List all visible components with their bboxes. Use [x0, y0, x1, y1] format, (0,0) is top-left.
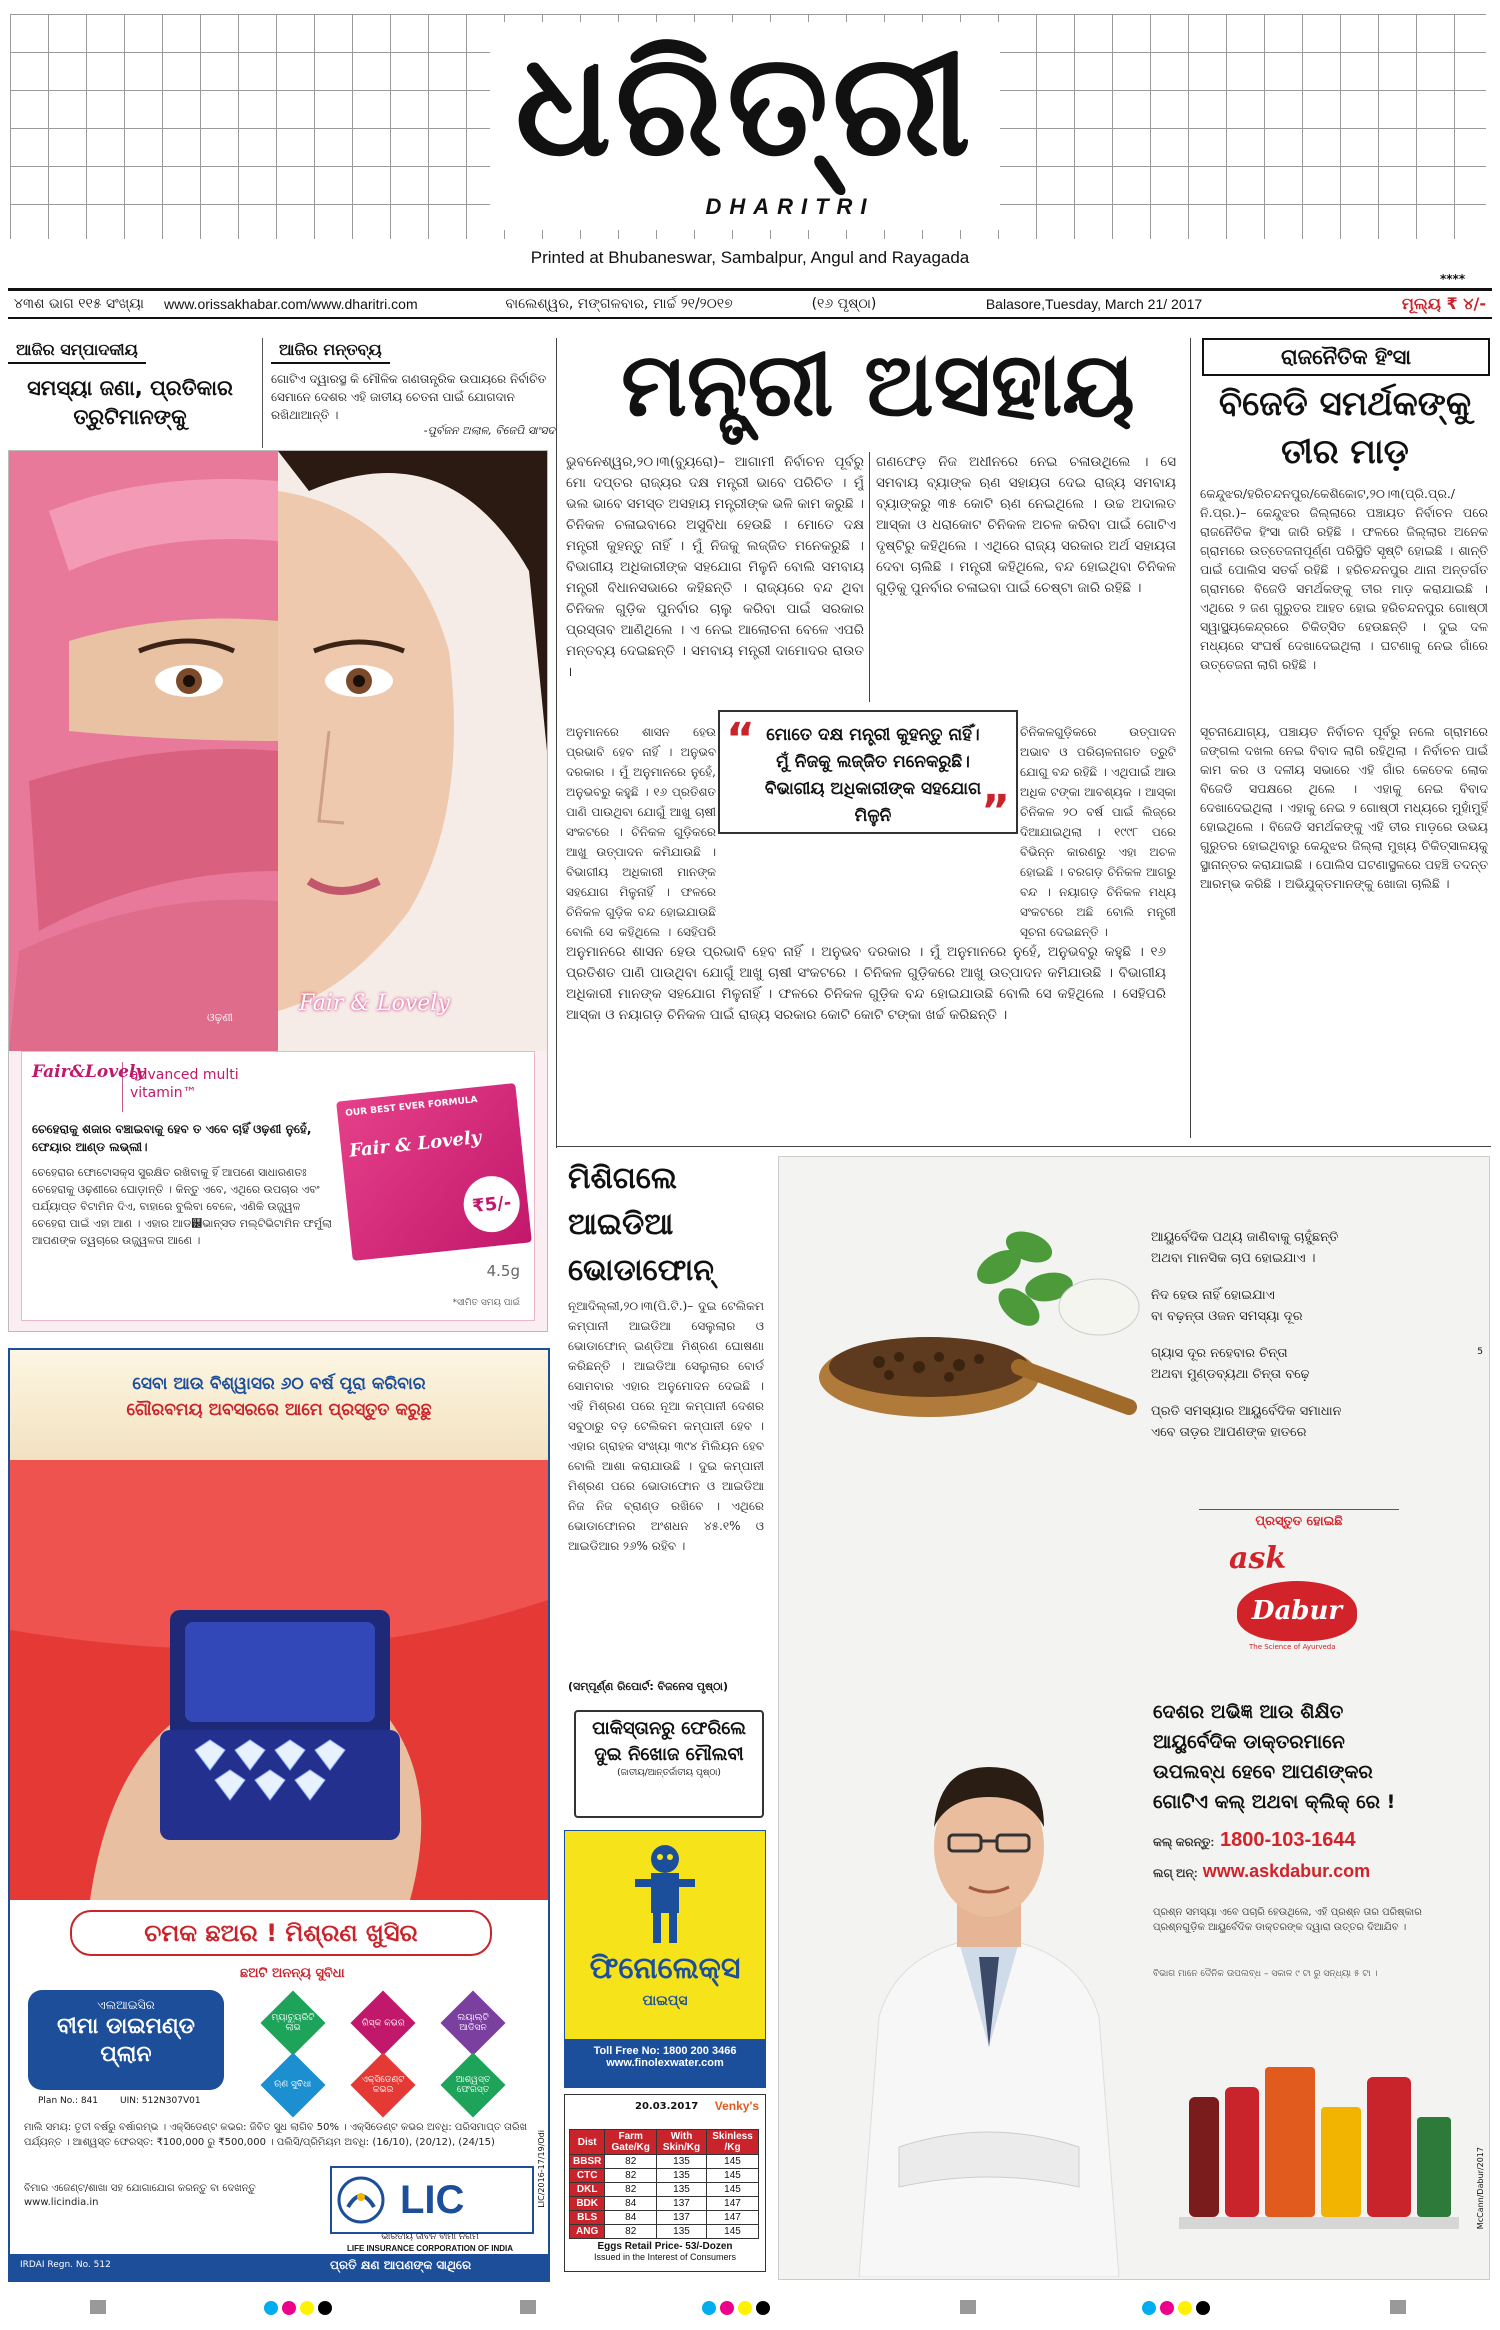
masthead-logo-box	[490, 22, 1000, 230]
pullquote-text: ମୋତେ ଦକ୍ଷ ମନ୍ତ୍ରୀ କୁହନ୍ତୁ ନାହିଁ। ମୁଁ ନିଜକୁ ଲଜ୍ଜିତ ମନେକରୁଛି। ବିଭାଗୀୟ ଅଧିକାରୀଙ୍କ ସହଯୋଗ ମିଳୁନି	[764, 725, 982, 826]
dabur-problems	[1151, 1227, 1471, 1443]
product-pack	[336, 1083, 532, 1261]
eggs-rate-row	[570, 2169, 759, 2183]
thought-box	[262, 338, 555, 448]
call-line-2: ଆୟୁର୍ବେଦିକ ଡାକ୍ତରମାନେ	[1153, 1731, 1345, 1753]
feature-label: ଋଣ ସୁବିଧା	[274, 2080, 312, 2090]
ad-body: ଚେହେରାର ଫୋଟୋସକ୍ସ ସୁରକ୍ଷିତ ରଖିବାକୁ ହିଁ ଆପଣେ ସାଧାରଣତଃ ଚେହେରାକୁ ଓଢ଼ଣୀରେ ଘୋଡ଼ାନ୍ତି । କିନ୍ତୁ ଏବେ, ଏଥିରେ ଉପଚାର ଏବଂ ପର୍ଯ୍ୟାପ୍ତ ବିଟାମିନ ଦିଏ, ବାହାରେ ବୁଲିବା ବେଳେ, ଏଣିକି ଉଜ୍ଜ୍ୱଳ ଚେହେରା ପାଇଁ ଏହା ଆଣ । ଏହାର ଆଡ୼ଭାନ୍ସଡ ମଲ୍ଟିଭିଟାମିନ ଫର୍ମୁଲା ଆପଣଙ୍କ ତ୍ୱଚାରେ ଉଜ୍ଜ୍ୱଳତା ଆଣେ ।	[32, 1166, 332, 1247]
eggs-rate-row	[570, 2183, 759, 2197]
lead-col1: ଭୁବନେଶ୍ୱର,୨୦।୩(ବ୍ୟୁରୋ)– ଆଗାମୀ ନିର୍ବାଚନ ପୂର୍ବରୁ ମୋ ଦପ୍ତର ରାଜ୍ୟର ଦକ୍ଷ ମନ୍ତ୍ରୀ ଭାବେ ପରିଚିତ । ମୁଁ ଭଲ ଭାବେ ସମସ୍ତ ଅସହାୟ ମନ୍ତ୍ରୀଙ୍କ ଭଳି କାମ କରୁଛି । ଚିନିକଳ ଚଳାଇବାରେ ଅସୁବିଧା ହେଉଛି । ମୋତେ ଦକ୍ଷ ମନ୍ତ୍ରୀ କୁହନ୍ତୁ ନାହିଁ । ମୁଁ ନିଜକୁ ଲଜ୍ଜିତ ମନେକରୁଛି । ବିଭାଗୀୟ ଅଧିକାରୀଙ୍କ ସହଯୋଗ ମିଳୁନି ବୋଲି ସମବାୟ ମନ୍ତ୍ରୀ ବିଧାନସଭାରେ କହିଛନ୍ତି । ରାଜ୍ୟରେ ବନ୍ଦ ଥିବା ଚିନିକଳ ଗୁଡ଼ିକ ପୁନର୍ବାର ଚାଲୁ କରିବା ପାଇଁ ସରକାର ପ୍ରସ୍ତାବ ଆଣିଥିଲେ । ଏ ନେଇ ଆଲୋଚନା ବେଳେ ଏପରି ମନ୍ତବ୍ୟ ଦେଇଛନ୍ତି । ସମବାୟ ମନ୍ତ୍ରୀ ଦାମୋଦର ରାଉତ ।	[566, 454, 864, 680]
lic-ad[interactable]	[8, 1348, 550, 2282]
eggs-header	[565, 2095, 765, 2129]
finolex-mascot-icon	[625, 1839, 705, 1949]
dabur-logo	[1219, 1541, 1379, 1661]
eggs-rate-row	[570, 2155, 759, 2169]
plan-card	[28, 1990, 224, 2090]
plan-details: ମାଲି ସମୟ: ତୃତୀ ବର୍ଷରୁ ବର୍ଷାରମ୍ଭ । ଏକ୍ସିଡେଣ୍ଟ କଭର: ଜିବିତ ସୁଧ ଲାଗିବ 50% । ଏକ୍ସିଡେଣ୍ଟ କଭର ଅବଧି: ପରିସମାପ୍ତ ତାରିଖ ପର୍ଯ୍ୟନ୍ତ । ଆଶ୍ୱସ୍ତ ଫେରସ୍ତ: ₹100,000 ରୁ ₹500,000 । ପଲିସି/ପ୍ରିମିୟମ ଅବଧି: (16/10), (20/12), (24/15)	[24, 2122, 528, 2148]
model-face-illustration	[9, 451, 547, 1051]
price-cell: 145	[706, 2169, 758, 2183]
dabur-tag: The Science of Ayurveda	[1249, 1643, 1336, 1651]
lead-col2b: ଚିନିକଳଗୁଡ଼ିକରେ ଉତ୍ପାଦନ ଅଭାବ ଓ ପରିଚାଳନାଗତ ତ୍ରୁଟି ଯୋଗୁ ବନ୍ଦ ରହିଛି । ଏଥିପାଇଁ ଆଉ ଅଧିକ ଟଙ୍କା ଆବଶ୍ୟକ । ଆସ୍କା ଚିନିକଳ ୨୦ ବର୍ଷ ପାଇଁ ଲିଜ୍‌ରେ ଦିଆଯାଇଥିଲା । ୧୯୯୮ ପରେ ବିଭିନ୍ନ କାରଣରୁ ଏହା ଅଚଳ ହୋଇଛି । ବରଗଡ଼ ଚିନିକଳ ଆଗରୁ ବନ୍ଦ । ନୟାଗଡ଼ ଚିନିକଳ ମଧ୍ୟ ସଂକଟରେ ଅଛି ବୋଲି ମନ୍ତ୍ରୀ ସୂଚନା ଦେଇଛନ୍ତି ।	[1020, 725, 1176, 939]
registration-marks	[0, 2296, 1500, 2326]
feature-label: ମ୍ୟାଚ୍ୟୁରିଟି ଲାଭ	[271, 2013, 315, 2033]
feature-label: ରିସ୍କ କଭର	[361, 2017, 405, 2028]
rating-stars: ****	[1440, 272, 1466, 286]
lic-top-line2: ଗୌରବମୟ ଅବସରରେ ଆମେ ପ୍ରସ୍ତୁତ କରୁଛୁ	[126, 1400, 432, 1420]
page-number: 5	[1477, 1347, 1483, 1357]
login-label: ଲଗ୍ ଅନ୍:	[1153, 1866, 1198, 1880]
doctor-illustration	[839, 1717, 1139, 2277]
lic-regd: IRDAI Regn. No. 512	[20, 2260, 111, 2270]
district-cell: CTC	[570, 2169, 605, 2183]
fineprint: *ସୀମିତ ସମୟ ପାଇଁ	[452, 1298, 520, 1308]
price-tag: ₹5/-	[461, 1173, 523, 1235]
masthead-latin: DHARITRI	[705, 194, 875, 219]
politics-headline[interactable]: ବିଜେଡି ସମର୍ଥକଙ୍କୁ ତୀର ମାଡ଼	[1218, 384, 1472, 472]
price-cell: 145	[706, 2155, 758, 2169]
lead-headline[interactable]: ମନ୍ତ୍ରୀ ଅସହାୟ	[621, 333, 1135, 436]
problem-line-4: ବା ବଢ଼ନ୍ତା ଓଜନ ସମସ୍ୟା ଦୂର	[1151, 1309, 1303, 1324]
editorial-headline[interactable]: ସମସ୍ୟା ଜଣା, ପ୍ରତିକାର ତ୍ରୁଟିମାନଙ୍କୁ	[27, 376, 233, 429]
price-cell: 135	[657, 2169, 707, 2183]
problem-line-1: ଆୟୁର୍ବେଦିକ ପଥ୍ୟ ଜାଣିବାକୁ ଚାହୁଁଛନ୍ତି	[1151, 1230, 1339, 1245]
price-cell: 145	[706, 2225, 758, 2239]
dabur-timing: ବିଭାଗ ମାନେ ଦୈନିକ ଉପଲବ୍ଧ – ସକାଳ ୯ ଟା ରୁ ସନ୍ଧ୍ୟା ୫ ଟା ।	[1153, 1969, 1378, 1979]
feature-diamond-2	[350, 1990, 415, 2055]
telecom-body: ନୂଆଦିଲ୍ଲୀ,୨୦।୩(ପି.ଟି.)– ଦୁଇ ଟେଲିକମ କମ୍ପାନୀ ଆଇଡିଆ ସେଲୁଲାର ଓ ଭୋଡାଫୋନ୍ ଇଣ୍ଡିଆ ମିଶ୍ରଣ ଘୋଷଣା କରିଛନ୍ତି । ଆଇଡିଆ ସେଲୁଲାର ବୋର୍ଡ ସୋମବାର ଏହାର ଅନୁମୋଦନ ଦେଇଛି । ଏହି ମିଶ୍ରଣ ପରେ ନୂଆ କମ୍ପାନୀ ଦେଶର ସବୁଠାରୁ ବଡ଼ ଟେଲିକମ କମ୍ପାନୀ ହେବ । ଏହାର ଗ୍ରାହକ ସଂଖ୍ୟା ୩୯୪ ମିଲିୟନ ହେବ ବୋଲି ଆଶା କରାଯାଉଛି । ଦୁଇ କମ୍ପାନୀ ମିଶ୍ରଣ ପରେ ଭୋଡାଫୋନ ଓ ଆଇଡିଆ ନିଜ ନିଜ ବ୍ରାଣ୍ଡ ରଖିବେ । ଏଥିରେ ଭୋଡାଫୋନର ଅଂଶଧନ ୪୫.୧% ଓ ଆଇଡିଆର ୨୬% ରହିବ ।	[568, 1299, 764, 1553]
price-cell: 147	[706, 2197, 758, 2211]
telecom-see-more[interactable]: (ସମ୍ପୂର୍ଣ୍ଣ ରିପୋର୍ଟ: ବିଜନେସ ପୃଷ୍ଠା)	[568, 1680, 728, 1693]
volume-number: ୪୩ଶ ଭାଗ ୧୧୫ ସଂଖ୍ୟା	[14, 296, 144, 312]
price-cell: 145	[706, 2183, 758, 2197]
section-rule	[556, 1146, 1491, 1147]
price: ମୂଲ୍ୟ ₹ ୪/-	[1401, 294, 1486, 313]
feature-label: ଲୟାଲ୍ଟି ଆଡିସନ	[457, 2013, 489, 2033]
features-heading: ଛଅଟି ଅନନ୍ୟ ସୁବିଧା	[240, 1966, 345, 1981]
dabur-agency: McCann/Dabur/2017	[1476, 2147, 1485, 2230]
page-count: (୧୬ ପୃଷ୍ଠା)	[811, 296, 877, 312]
brand-script: Fair & Lovely	[299, 991, 450, 1016]
finolex-brand: ଫିନୋଲେକ୍ସ	[589, 1951, 741, 1986]
pak-see-more: (ଜାତୀୟ/ଆନ୍ତର୍ଜାତୀୟ ପୃଷ୍ଠା)	[617, 1768, 721, 1778]
lic-slogan: ପ୍ରତି କ୍ଷଣ ଆପଣଙ୍କ ସାଥିରେ	[330, 2258, 472, 2272]
fair-lovely-ad[interactable]	[8, 450, 548, 1332]
eggs-rate-row	[570, 2225, 759, 2239]
dabur-fine: ପ୍ରଶ୍ନ ସମସ୍ୟା ଏବେ ପଚାରି ହେଉଥିଲେ, ଏହି ପ୍ରଶ୍ନ ତାର ପରିଷ୍କାର ପ୍ରଶ୍ନଗୁଡ଼ିକ ଆୟୁର୍ବେଦିକ ଡାକ୍ତରଙ୍କ ଦ୍ୱାରା ଉତ୍ତର ଦିଆଯିବ ।	[1153, 1907, 1422, 1933]
column-rule-left	[556, 338, 557, 1148]
politics-body: କେନ୍ଦୁଝର/ହରିଚନ୍ଦନପୁର/କେଶିକୋଟ,୨୦।୩(ପ୍ରି.ପ୍ର./ନି.ପ୍ର.)– କେନ୍ଦୁଝର ଜିଲ୍ଲାରେ ପଞ୍ଚାୟତ ନିର୍ବାଚନ ପରେ ରାଜନୈତିକ ହିଂସା ଜାରି ରହିଛି । ଫଳରେ ଜିଲ୍ଲାର ଅନେକ ଗ୍ରାମରେ ଉତ୍ତେଜନାପୂର୍ଣ୍ଣ ପରିସ୍ଥିତି ସୃଷ୍ଟି ହୋଇଛି । ଶାନ୍ତି ପାଇଁ ପୋଲିସ ସତର୍କ ରହିଛି । ହରିଚନ୍ଦନପୁର ଥାନା ଅନ୍ତର୍ଗତ ଗ୍ରାମରେ ବିଜେଡି ସମର୍ଥକଙ୍କୁ ତୀର ମାଡ଼ କରାଯାଇଛି । ଏଥିରେ ୨ ଜଣ ଗୁରୁତର ଆହତ ହୋଇ ହରିଚନ୍ଦନପୁର ଗୋଷ୍ଠୀ ସ୍ୱାସ୍ଥ୍ୟକେନ୍ଦ୍ରରେ ଚିକିତ୍ସିତ ହେଉଛନ୍ତି । ଦୁଇ ଦଳ ମଧ୍ୟରେ ସଂଘର୍ଷ ଦେଖାଦେଇଥିଲା । ଘଟଣାକୁ ନେଇ ଗାଁରେ ଉତ୍ତେଜନା ଲାଗି ରହିଛି ।	[1200, 486, 1488, 672]
finolex-footer	[565, 2039, 765, 2087]
place-date-english: Balasore,Tuesday, March 21/ 2017	[985, 296, 1203, 312]
sub-line: advanced multi vitamin™	[130, 1067, 239, 1101]
column-rule-right	[1190, 338, 1191, 1138]
reg-block-3	[960, 2300, 976, 2314]
eggs-retail: Eggs Retail Price- 53/-Dozen	[597, 2241, 733, 2252]
lic-org: LIFE INSURANCE CORPORATION OF INDIA	[346, 2244, 514, 2253]
dabur-brand-badge	[1237, 1581, 1357, 1641]
lic-code: LIC/2016-17/19/Odi	[537, 2130, 546, 2208]
web-row[interactable]	[1153, 1861, 1483, 1882]
dabur-website[interactable]: www.askdabur.com	[1202, 1861, 1371, 1881]
lead-col2: ଗଣଫେଡ଼ ନିଜ ଅଧୀନରେ ନେଇ ଚଳାଉଥିଲେ । ସେ ସମବାୟ ବ୍ୟାଙ୍କ ଋଣ ସହାୟତା ଦେଇ ରାଜ୍ୟ ସମବାୟ ବ୍ୟାଙ୍କରୁ ୩୫ କୋଟି ଋଣ ନେଇଥିଲେ । ଉଚ୍ଚ ଅଦାଲତ ଆସ୍କା ଓ ଧରାକୋଟ ଚିନିକଳ ଅଚଳ କରିବା ପାଇଁ ଗୋଟିଏ ଦୃଷ୍ଟିରୁ କହିଥିଲେ । ଏଥିରେ ରାଜ୍ୟ ସରକାର ଅର୍ଥ ସହାୟତା ଦେବା ଚାଲିଛି । ମନ୍ତ୍ରୀ କହିଥିଲେ, ବନ୍ଦ ହୋଇଥିବା ଚିନିକଳ ଗୁଡ଼ିକୁ ପୁନର୍ବାର ଚଳାଇବା ପାଇଁ ଚେଷ୍ଟା ଜାରି ରହିଛି ।	[876, 454, 1176, 596]
feature-diamond-6	[440, 2052, 505, 2117]
plan-no: Plan No.: 841	[38, 2096, 99, 2106]
feature-diamond-1	[260, 1990, 325, 2055]
dabur-brand: Dabur	[1251, 1596, 1343, 1626]
call-line-4: ଗୋଟିଏ କଲ୍ ଅଥବା କ୍ଲିକ୍ ରେ !	[1153, 1791, 1396, 1813]
price-cell: 137	[657, 2211, 707, 2225]
feature-diamonds	[260, 1990, 540, 2110]
dabur-presents: ପ୍ରସ୍ତୁତ ହୋଇଛି	[1199, 1509, 1399, 1529]
price-cell: 147	[706, 2211, 758, 2225]
col-farm: Farm Gate/Kg	[605, 2130, 657, 2155]
call-line-3: ଉପଲବ୍ଧ ହେବେ ଆପଣଙ୍କର	[1153, 1761, 1373, 1783]
brand-name: Fair&Lovely	[32, 1062, 146, 1082]
dabur-call-block	[1153, 1697, 1473, 1817]
reg-dots-3	[1140, 2300, 1212, 2319]
ask-text: ask	[1229, 1541, 1287, 1576]
price-cell: 82	[605, 2155, 657, 2169]
price-cell: 82	[605, 2183, 657, 2197]
dabur-ad[interactable]	[778, 1156, 1490, 2280]
website-link[interactable]: www.orissakhabar.com/www.dharitri.com	[164, 296, 418, 312]
quote-open-icon: “	[726, 714, 755, 765]
price-cell: 135	[657, 2183, 707, 2197]
feature-diamond-3	[440, 1990, 505, 2055]
tagline: ଚେହେରାକୁ ଶଜାର ବଞ୍ଚାଇବାକୁ ହେବ ତ ଏବେ ଚାହିଁ ଓଢ଼ଣୀ ନୁହେଁ, ଫେୟାର ଆଣ୍ଡ ଲଭ୍‌ଲୀ।	[32, 1122, 312, 1154]
feature-diamond-4	[260, 2052, 325, 2117]
masthead-title: ଧରିତ୍ରୀ	[515, 23, 975, 188]
lic-footer-note[interactable]: ବିମାର ଏଜେଣ୍ଟ/ଶାଖା ସହ ଯୋଗାଯୋଗ କରନ୍ତୁ ବା ଦେଖନ୍ତୁ www.licindia.in	[24, 2183, 256, 2208]
reg-dots-1	[262, 2300, 334, 2319]
feature-label: ଏକ୍ସିଡେଣ୍ଟ କଭର	[361, 2075, 405, 2095]
brand-logo	[32, 1062, 146, 1112]
pack-weight: 4.5g	[486, 1262, 520, 1280]
eggs-rate-table	[569, 2129, 759, 2239]
problem-line-7: ପ୍ରତି ସମସ୍ୟାର ଆୟୁର୍ବେଦିକ ସମାଧାନ	[1151, 1404, 1342, 1419]
problem-line-3: ନିଦ ହେଉ ନାହିଁ ହୋଇଯାଏ	[1151, 1288, 1275, 1303]
finolex-tollfree[interactable]: Toll Free No: 1800 200 3466	[593, 2045, 737, 2057]
politics-body2: ସୂଚନାଯୋଗ୍ୟ, ପଞ୍ଚାୟତ ନିର୍ବାଚନ ପୂର୍ବରୁ ନଲେ ଗ୍ରାମରେ ଜଙ୍ଗଲ ଦଖଲ ନେଇ ବିବାଦ ଲାଗି ରହିଥିଲା । ନିର୍ବାଚନ ପାଇଁ କାମ କର ଓ ଦଳୀୟ ସଭାରେ ଏହି ଗାଁର କେତେକ ଲୋକ ବିଜେଡି ସପକ୍ଷରେ ଥିଲେ । ଏହାକୁ ନେଇ ବିବାଦ ଦେଖାଦେଇଥିଲା । ଏହାକୁ ନେଇ ୨ ଗୋଷ୍ଠୀ ମଧ୍ୟରେ ମୁହାଁମୁହିଁ ହୋଇଥିଲେ । ବିଜେଡି ସମର୍ଥକଙ୍କୁ ଏହି ତୀର ମାଡ଼ରେ ଉଭୟ ଗୁରୁତର ହୋଇଥିବାରୁ କେନ୍ଦୁଝର ଜିଲ୍ଲା ମୁଖ୍ୟ ଚିକିତ୍ସାଳୟକୁ ସ୍ଥାନାନ୍ତର କରାଯାଇଛି । ପୋଲିସ ଘଟଣାସ୍ଥଳରେ ପହଞ୍ଚି ତଦନ୍ତ ଆରମ୍ଭ କରିଛି । ଅଭିଯୁକ୍ତମାନଙ୍କୁ ଖୋଜା ଚାଲିଛି ।	[1200, 724, 1488, 891]
printed-at: Printed at Bhubaneswar, Sambalpur, Angul and Rayagada	[530, 248, 970, 267]
thought-author: -ପୁର୍ବଜନ ଅଲାଳ, ବିଜେପି ସାଂସଦ	[423, 424, 555, 437]
eggs-rate-row	[570, 2211, 759, 2225]
eggs-brand: Venky's	[714, 2099, 759, 2113]
col-with-skin: With Skin/Kg	[657, 2130, 707, 2155]
lead-col1b: ଅନୁମାନରେ ଶାସନ ହେଉ ପ୍ରଭାବି ହେବ ନାହିଁ । ଅନୁଭବ ଦରକାର । ମୁଁ ଅନୁମାନରେ ନୁହେଁ, ଅନୁଭବରୁ କହୁଛି । ୧୬ ପ୍ରତିଶତ ପାଣି ପାଉଥିବା ଯୋଗୁଁ ଆଖୁ ଚାଷୀ ସଂକଟରେ । ଚିନିକଳ ଗୁଡ଼ିକରେ ଆଖୁ ଉତ୍ପାଦନ କମିଯାଉଛି । ବିଭାଗୀୟ ଅଧିକାରୀ ମାନଙ୍କ ସହଯୋଗ ମିଳୁନାହିଁ । ଫଳରେ ଚିନିକଳ ଗୁଡ଼ିକ ବନ୍ଦ ହୋଇଯାଉଛି ବୋଲି ସେ କହିଥିଲେ । ସେହିପରି	[566, 725, 716, 939]
lic-logo-text: LIC	[400, 2177, 465, 2222]
col-dist: Dist	[570, 2130, 605, 2155]
dateline-bar	[8, 288, 1492, 319]
pak-headline: ପାକିସ୍ତାନରୁ ଫେରିଲେ ଦୁଇ ନିଖୋଜ ମୌଲବୀ	[592, 1718, 746, 1765]
lead-col1c: ଅନୁମାନରେ ଶାସନ ହେଉ ପ୍ରଭାବି ହେବ ନାହିଁ । ଅନୁଭବ ଦରକାର । ମୁଁ ଅନୁମାନରେ ନୁହେଁ, ଅନୁଭବରୁ କହୁଛି । ୧୬ ପ୍ରତିଶତ ପାଣି ପାଉଥିବା ଯୋଗୁଁ ଆଖୁ ଚାଷୀ ସଂକଟରେ । ଚିନିକଳ ଗୁଡ଼ିକରେ ଆଖୁ ଉତ୍ପାଦନ କମିଯାଉଛି । ବିଭାଗୀୟ ଅଧିକାରୀ ମାନଙ୍କ ସହଯୋଗ ମିଳୁନାହିଁ । ଫଳରେ ଚିନିକଳ ଗୁଡ଼ିକ ବନ୍ଦ ହୋଇଯାଉଛି ବୋଲି ସେ କହିଥିଲେ । ସେହିପରି ଆସ୍କା ଓ ନୟାଗଡ଼ ଚିନିକଳ ପାଇଁ ରାଜ୍ୟ ସରକାର କୋଟି କୋଟି ଟଙ୍କା ଖର୍ଚ୍ଚ କରିଛନ୍ତି ।	[566, 944, 1166, 1023]
feature-diamond-5	[350, 2052, 415, 2117]
eggs-date: 20.03.2017	[635, 2101, 699, 2112]
scarf-tag: ଓଢ଼ଣୀ	[207, 1011, 233, 1024]
lic-header	[10, 1350, 548, 1460]
problem-line-5: ଗ୍ୟାସ ଦୂର ନହେବାର ଚିନ୍ତା	[1151, 1346, 1288, 1361]
feature-label: ଆଶ୍ୱସ୍ତ ଫେରସ୍ତ	[455, 2075, 491, 2095]
finolex-ad[interactable]	[564, 1830, 766, 2088]
pullquote-box	[718, 710, 1018, 837]
lic-top-line: ସେବା ଆଉ ବିଶ୍ୱାସର ୬୦ ବର୍ଷ ପୂରା କରିବାର	[132, 1374, 426, 1394]
price-cell: 84	[605, 2211, 657, 2225]
quote-close-icon: ”	[981, 786, 1010, 837]
lic-org-odia: ଭାରତୀୟ ଜୀବନ ବୀମା ନିଗମ	[381, 2232, 479, 2242]
call-line-1: ଦେଶର ଅଭିଜ୍ଞ ଆଉ ଶିକ୍ଷିତ	[1153, 1701, 1344, 1723]
plan-uin: UIN: 512N307V01	[120, 2096, 201, 2106]
district-cell: BLS	[570, 2211, 605, 2225]
pack-brand: Fair & Lovely	[348, 1126, 483, 1162]
editorial-box	[8, 338, 252, 448]
price-cell: 135	[657, 2155, 707, 2169]
col-skinless: Skinless /Kg	[706, 2130, 758, 2155]
reg-block-4	[1390, 2300, 1406, 2314]
lic-logo-box	[330, 2166, 534, 2234]
reg-block-1	[90, 2300, 106, 2314]
problem-line-8: ଏବେ ତାଡ଼ର ଆପଣଙ୍କ ହାତରେ	[1151, 1425, 1307, 1440]
finolex-sub: ପାଇପ୍ସ	[642, 1993, 688, 2009]
lic-slogan-bar	[10, 2254, 548, 2280]
district-cell: DKL	[570, 2183, 605, 2197]
plan-name2: ବୀମା ଡାଇମଣ୍ଡ ପ୍ଲାନ	[57, 2014, 195, 2067]
reg-dots-2	[700, 2300, 772, 2319]
finolex-website[interactable]: www.finolexwater.com	[606, 2057, 724, 2069]
plan-name1: ଏଲଆଇସିର	[97, 1998, 155, 2012]
problem-line-6: ଅଥବା ମୁଣ୍ଡବ୍ୟଥା ଚିନ୍ତା ବଢ଼େ	[1151, 1367, 1310, 1382]
column-rule-mid	[869, 452, 870, 702]
price-cell: 82	[605, 2225, 657, 2239]
product-panel	[21, 1051, 535, 1321]
price-cell: 84	[605, 2197, 657, 2211]
herbs-illustration	[789, 1197, 1149, 1457]
reg-block-2	[520, 2300, 536, 2314]
phone-row[interactable]	[1153, 1829, 1483, 1852]
eggs-rate-row	[570, 2197, 759, 2211]
district-cell: ANG	[570, 2225, 605, 2239]
thought-text: ଗୋଟିଏ ଦ୍ୱାରସ୍ଥ କି ମୌଳିକ ଗଣତାନ୍ତ୍ରିକ ଉପାୟରେ ନିର୍ବାଚିତ ସେମାନେ ଦେଶର ଏହି ଜାତୀୟ ଚେତନା ପାଇଁ ଯୋଗଦାନ ରଖିଥାଆନ୍ତି ।	[271, 372, 547, 422]
pack-label: OUR BEST EVER FORMULA	[344, 1095, 479, 1119]
price-cell: 137	[657, 2197, 707, 2211]
district-cell: BDK	[570, 2197, 605, 2211]
telecom-headline[interactable]: ମିଶିଗଲେ ଆଇଡିଆ ଭୋଡାଫୋନ୍	[568, 1161, 714, 1288]
thought-label: ଆଜିର ମନ୍ତବ୍ୟ	[271, 338, 390, 364]
eggs-rate-box	[564, 2094, 766, 2272]
phone-number[interactable]: 1800-103-1644	[1220, 1829, 1356, 1851]
editorial-label: ଆଜିର ସମ୍ପାଦକୀୟ	[8, 338, 146, 364]
district-cell: BBSR	[570, 2155, 605, 2169]
eggs-interest: Issued in the Interest of Consumers	[593, 2252, 737, 2262]
problem-line-2: ଅଥବା ମାନସିକ ଚାପ ହୋଇଯାଏ ।	[1151, 1251, 1316, 1266]
price-cell: 82	[605, 2169, 657, 2183]
lic-hands-icon	[336, 2175, 386, 2225]
lic-banner: ଚମକ ଛଅର ! ମିଶ୍ରଣ ଖୁସିର	[70, 1910, 492, 1956]
price-cell: 135	[657, 2225, 707, 2239]
politics-label: ରାଜନୈତିକ ହିଂସା	[1202, 338, 1490, 376]
place-date-odia: ବାଲେଶ୍ୱର, ମଙ୍ଗଳବାର, ମାର୍ଚ୍ଚ ୨୧/୨୦୧୭	[505, 296, 733, 312]
pak-story-box[interactable]	[574, 1710, 764, 1818]
products-illustration	[1179, 2037, 1459, 2237]
call-label: କଲ୍ କରନ୍ତୁ:	[1153, 1835, 1215, 1849]
diamond-box-illustration	[10, 1460, 548, 1900]
